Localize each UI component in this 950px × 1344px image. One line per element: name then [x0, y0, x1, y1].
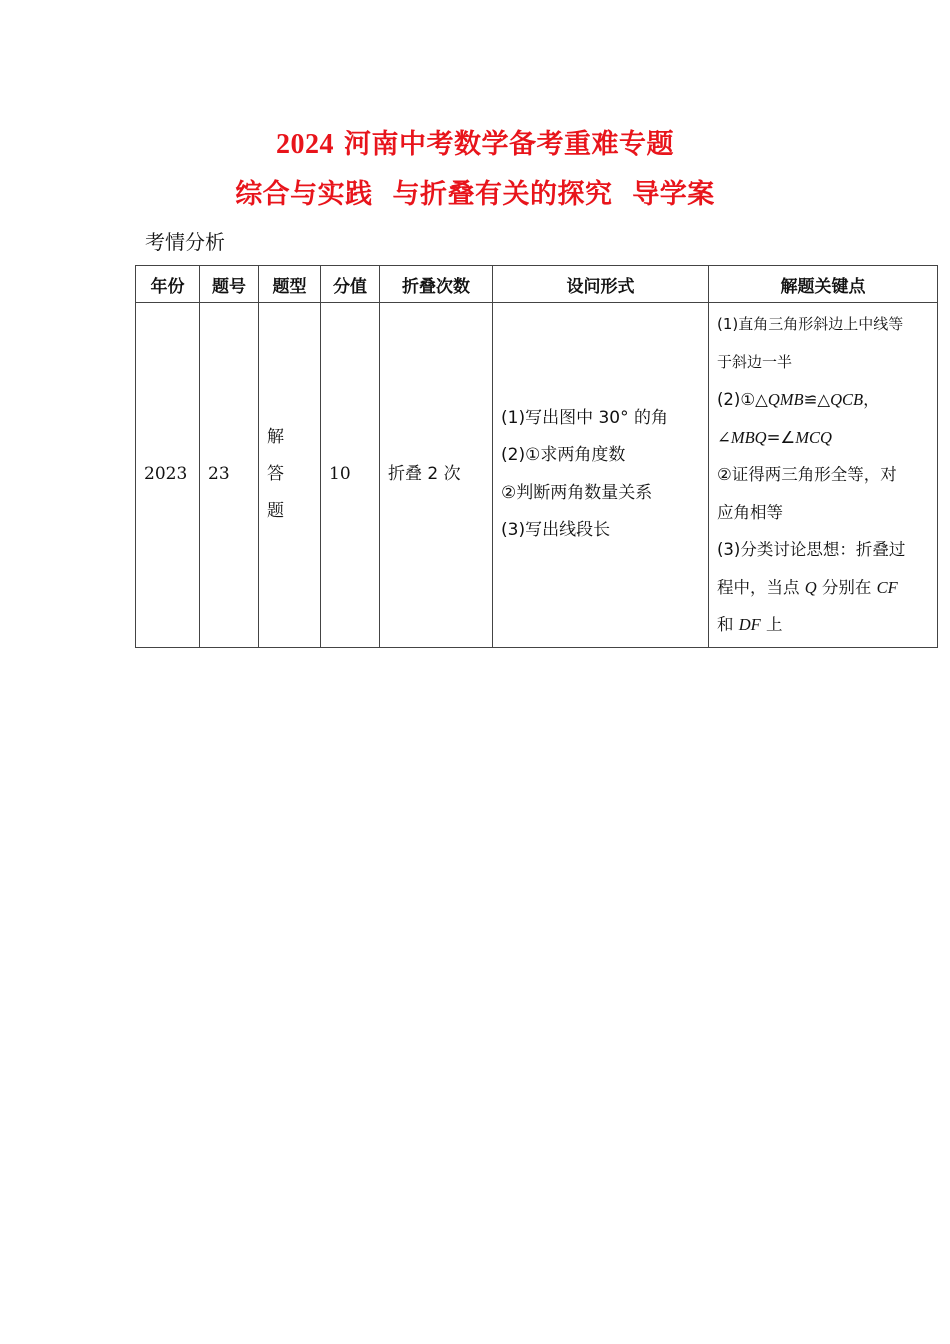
key-point-line: (3)分类讨论思想：折叠过 — [717, 540, 906, 559]
table-header-row — [136, 266, 938, 303]
cell-question-forms — [493, 303, 709, 648]
key-point-line: 应角相等 — [717, 502, 783, 522]
document-title-line-1 — [0, 122, 950, 161]
cell-number: 23 — [200, 303, 259, 648]
math-var: MCQ — [795, 427, 832, 447]
question-form-item: (3)写出线段长 — [501, 520, 611, 541]
question-form-item: ②判断两角数量关系 — [501, 482, 653, 503]
question-form-item: (1)写出图中 30° 的角 — [501, 407, 669, 428]
key-point-line — [717, 569, 931, 607]
header-question-form: 设问形式 — [493, 266, 709, 303]
math-var: QCB — [830, 390, 864, 409]
header-number: 题号 — [200, 266, 259, 303]
type-char: 题 — [267, 501, 284, 522]
key-point-line: (1)直角三角形斜边上中线等 — [717, 315, 904, 333]
math-var: Q — [804, 577, 817, 597]
header-year: 年份 — [136, 266, 200, 303]
key-point-line: 于斜边一半 — [717, 352, 793, 371]
question-form-item: (2)①求两角度数 — [501, 445, 626, 466]
cell-fold-count: 折叠 2 次 — [380, 303, 493, 648]
text: 分别在 — [816, 577, 877, 597]
cell-score: 10 — [321, 303, 380, 648]
table-row — [136, 303, 938, 648]
header-fold-count: 折叠次数 — [380, 266, 493, 303]
math-var: DF — [738, 615, 761, 634]
math-var: QMB — [767, 390, 804, 409]
cell-key-points — [709, 303, 938, 648]
text: 上 — [760, 615, 783, 634]
type-char: 解 — [267, 427, 284, 448]
text: (2)①△ — [717, 390, 768, 409]
cell-year: 2023 — [136, 303, 200, 648]
key-point-line — [717, 419, 931, 457]
math-var: ∠MBQ — [717, 427, 767, 447]
text: =∠ — [766, 427, 796, 447]
math-var: CF — [876, 577, 898, 597]
text: 程中，当点 — [717, 577, 805, 597]
key-point-line: ②证得两三角形全等，对 — [717, 465, 897, 484]
text: ， — [863, 390, 880, 409]
cell-type — [259, 303, 321, 648]
text: ≌△ — [803, 390, 831, 409]
type-char: 答 — [267, 464, 284, 485]
exam-analysis-table — [135, 265, 938, 648]
document-title-line-2: 综合与实践 与折叠有关的探究 导学案 — [235, 179, 715, 210]
key-point-line — [717, 606, 931, 644]
section-heading: 考情分析 — [145, 230, 225, 254]
header-type: 题型 — [259, 266, 321, 303]
header-key-points: 解题关键点 — [709, 266, 938, 303]
text: 和 — [717, 615, 739, 634]
title-year: 2024 — [276, 129, 335, 160]
key-point-line — [717, 381, 931, 419]
header-score: 分值 — [321, 266, 380, 303]
title-text: 河南中考数学备考重难专题 — [343, 129, 674, 160]
